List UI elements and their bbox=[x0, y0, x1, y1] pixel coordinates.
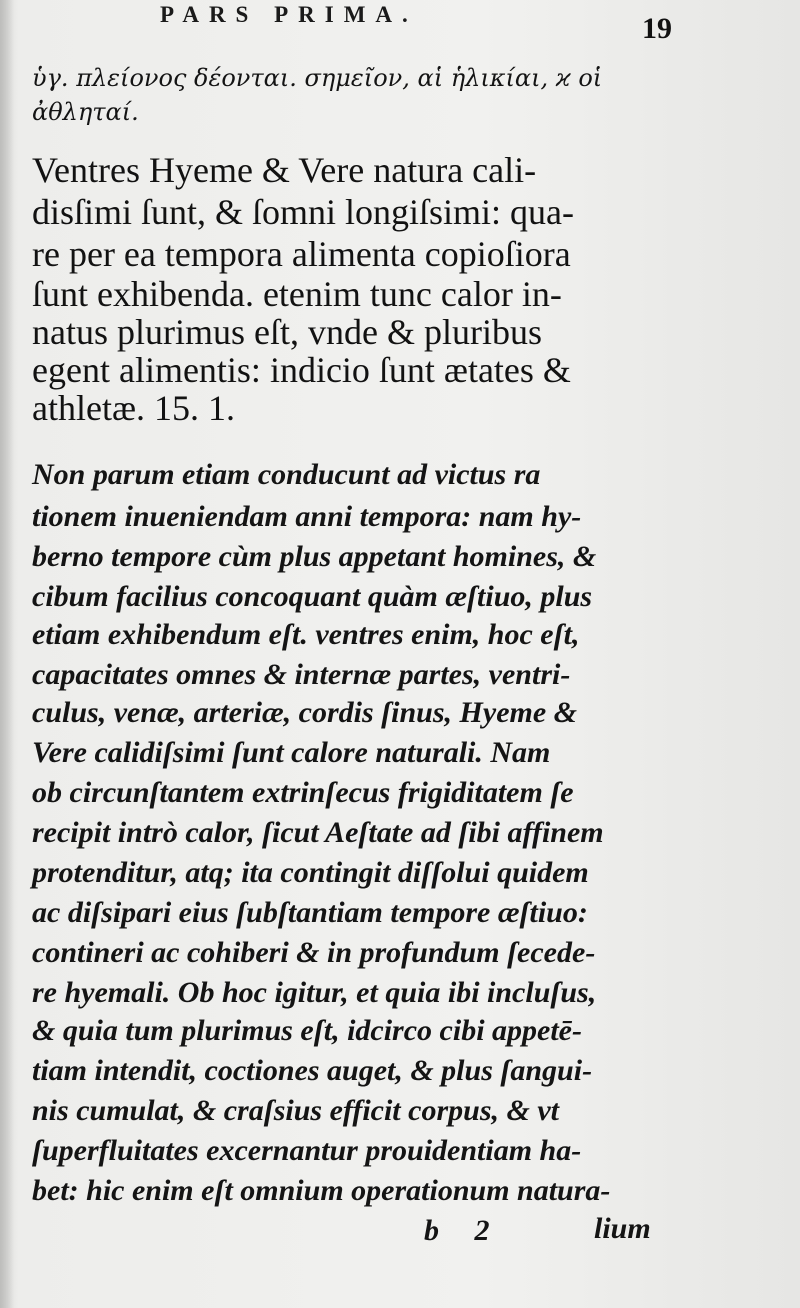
italic-line: capacitates omnes & internæ partes, ventri- bbox=[32, 658, 571, 691]
roman-line: egent alimentis: indicio ſunt ætates & bbox=[32, 350, 571, 390]
roman-line: ſunt exhibenda. etenim tunc calor in- bbox=[32, 274, 562, 314]
roman-line: disſimi ſunt, & ſomni longiſsimi: qua- bbox=[32, 192, 575, 232]
gutter-shadow bbox=[0, 0, 14, 1308]
italic-line: contineri ac cohiberi & in profundum ſecede- bbox=[32, 936, 596, 969]
signature-mark: b 2 bbox=[424, 1214, 504, 1247]
greek-line: ἀθληταί. bbox=[32, 98, 139, 126]
italic-line: ob circunſtantem extrinſecus frigiditatem ſe bbox=[32, 776, 574, 809]
italic-line: re hyemali. Ob hoc igitur, et quia ibi incluſus, bbox=[32, 976, 597, 1009]
roman-line: athletæ. 15. 1. bbox=[32, 388, 235, 428]
italic-line: tionem inueniendam anni tempora: nam hy- bbox=[32, 500, 582, 533]
italic-line: & quia tum plurimus eſt, idcirco cibi appetē- bbox=[32, 1014, 582, 1047]
italic-line: culus, venæ, arteriæ, cordis ſinus, Hyeme & bbox=[32, 696, 577, 729]
greek-line: ὑγ. πλείονος δέονται. σημεῖον, αἱ ἡλικίαι, ϰ οἱ bbox=[32, 64, 603, 92]
italic-line: recipit intrò calor, ſicut Aeſtate ad ſibi affinem bbox=[32, 816, 604, 849]
italic-line: berno tempore cùm plus appetant homines, & bbox=[32, 540, 597, 573]
italic-line: Non parum etiam conducunt ad victus ra bbox=[32, 458, 541, 491]
italic-line: tiam intendit, coctiones auget, & plus ſangui- bbox=[32, 1054, 593, 1087]
italic-line: cibum facilius concoquant quàm æſtiuo, plus bbox=[32, 580, 593, 613]
italic-line: etiam exhibendum eſt. ventres enim, hoc eſt, bbox=[32, 618, 580, 651]
italic-line: bet: hic enim eſt omnium operationum natura- bbox=[32, 1174, 611, 1207]
catchword: lium bbox=[594, 1212, 651, 1245]
italic-line: protenditur, atq; ita contingit diſſolui quidem bbox=[32, 856, 589, 889]
roman-line: natus plurimus eſt, vnde & pluribus bbox=[32, 312, 542, 352]
italic-line: Vere calidiſsimi ſunt calore naturali. Nam bbox=[32, 736, 551, 769]
italic-line: nis cumulat, & craſsius efficit corpus, & vt bbox=[32, 1094, 559, 1127]
roman-line: Ventres Hyeme & Vere natura cali- bbox=[32, 150, 537, 190]
running-head: PARS PRIMA. bbox=[160, 2, 418, 27]
page-number: 19 bbox=[642, 12, 672, 45]
italic-line: ac diſsipari eius ſubſtantiam tempore æſtiuo: bbox=[32, 896, 588, 929]
roman-line: re per ea tempora alimenta copioſiora bbox=[32, 234, 571, 274]
italic-line: ſuperfluitates excernantur prouidentiam ha- bbox=[32, 1134, 582, 1167]
